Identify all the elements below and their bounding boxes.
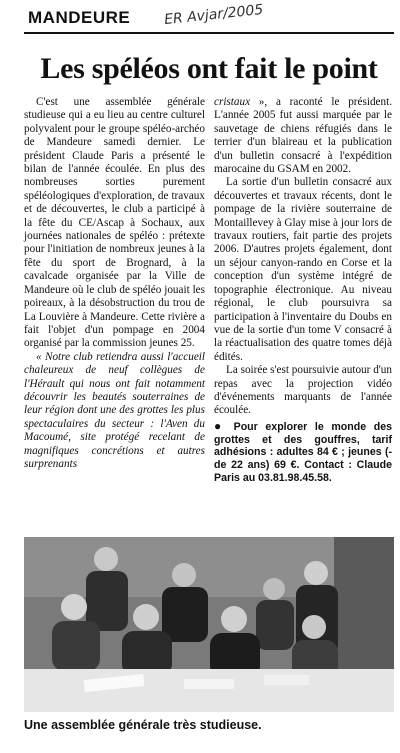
article-paragraph: La sortie d'un bulletin consacré aux découvertes et travaux récents, dont le pompage de la rivière souterraine de Montaillevey à Glay mise à jour lors de travaux routiers, fait partie des projets 2006. D'autres projets également, dont un séjour canyon-rando en Corse et la conception d'un système intégré de topographie électronique. Au niveau régional, le club poursuivra sa participation à l'inventaire du Doubs en vue de la sortie d'un tome V consacré à la réactualisation des quatre tomes déjà édités. [214, 176, 392, 363]
article-quote: « Notre club retiendra aussi l'accueil chaleureux de neuf collègues de l'Hérault qui nous ont fait notamment découvrir les beautés souterraines de leur région dont une des grottes les plus spectaculaires du secteur : l'Aven du Macoumé, site protégé recelant de magnifiques concrétions et autres surprenants [24, 350, 205, 470]
paragraph-text: », a raconté le président. L'année 2005 fut aussi marquée par le sauvetage de chiens réfugiés dans le terrier d'un blaireau et la publication d'un bulletin consacré à l'expédition marocaine du GSAM en 2002. [214, 96, 392, 176]
bullet-icon: ● [214, 418, 226, 433]
article-headline: Les spéléos ont fait le point [40, 52, 378, 85]
article-paragraph: La soirée s'est poursuivie autour d'un repas avec la projection vidéo d'événements marquants de l'année écoulée. [214, 364, 392, 417]
article-column-2 [214, 96, 392, 516]
handwritten-stamp: ER Avjar/2005 [163, 1, 265, 29]
photo-caption: Une assemblée générale très studieuse. [24, 718, 262, 732]
info-box [214, 420, 392, 485]
photo-illustration [24, 537, 394, 712]
page-header [24, 1, 394, 34]
group-photo [24, 537, 394, 712]
section-title: MANDEURE [28, 8, 131, 27]
article-column-1 [24, 96, 205, 516]
quote-continuation: cristaux [214, 96, 251, 108]
info-text: Pour explorer le monde des grottes et des gouffres, tarif adhésions : adultes 84 € ; jeunes (- de 22 ans) 69 €. Contact : Claude Paris au 03.81.98.45.58. [214, 420, 392, 484]
article-paragraph: C'est une assemblée générale studieuse qui a eu lieu au centre culturel polyvalent pour le groupe spéléo-archéo de Mandeure samedi dernier. Le président Claude Paris a présenté le bilan de l'année écoulée. En plus des nombreuses sorties purement spéléologiques d'exploration, de travaux et de découvertes, le club a participé à la fête du CE/Ascap à Sochaux, aux journées nationales de spéléo : prétexte pour l'initiation de nombreux jeunes à la fête du sport de Brognard, à la cavalcade organisée par la Ville de Mandeure où le club de spéléo jouait les poireaux, à la désobstruction du trou de La Louvière à Mandeure. Cette rivière a fait l'objet d'un pompage en 2004 organisé par la commission jeunes 25. [24, 96, 205, 350]
article-paragraph [214, 96, 392, 176]
